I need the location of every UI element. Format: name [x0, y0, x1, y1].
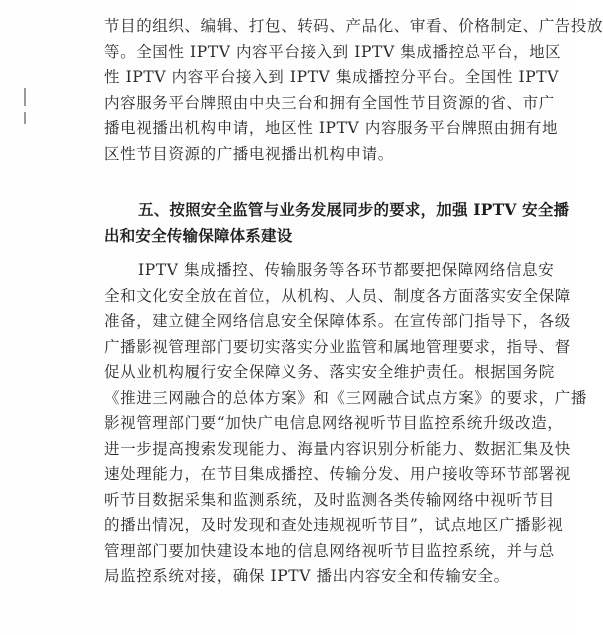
text-line: 播电视播出机构申请，地区性 IPTV 内容服务平台牌照由拥有地 [104, 119, 559, 137]
text-line: 性 IPTV 内容平台接入到 IPTV 集成播控分平台。全国性 IPTV [104, 68, 559, 86]
text-line: 影视管理部门要“加快广电信息网络视听节目监控系统升级改造， [104, 414, 564, 432]
text-line: 的播出情况，及时发现和查处违规视听节目”，试点地区广播影视 [104, 516, 564, 534]
paragraph-security [104, 258, 588, 590]
text-line: IPTV 集成播控、传输服务等各环节都要把保障网络信息安 [138, 261, 555, 279]
text-line: 局监控系统对接，确保 IPTV 播出内容安全和传输安全。 [104, 567, 510, 585]
heading-line: 五、按照安全监管与业务发展同步的要求，加强 IPTV 安全播 [138, 200, 570, 219]
text-line: 节目的组织、编辑、打包、转码、产品化、审看、价格制定、广告投放 [104, 17, 603, 35]
text-line: 等。全国性 IPTV 内容平台接入到 IPTV 集成播控总平台，地区 [104, 42, 562, 61]
text-line: 区性节目资源的广播电视播出机构申请。 [104, 144, 394, 163]
text-line: 《推进三网融合的总体方案》和《三网融合试点方案》的要求，广播 [104, 388, 588, 407]
paragraph-platform-licensing [104, 14, 603, 167]
text-line: 速处理能力，在节目集成播控、传输分发、用户接收等环节部署视 [104, 465, 571, 483]
text-line: 准备，建立健全网络信息安全保障体系。在宣传部门指导下，各级 [104, 312, 571, 330]
text-line: 广播影视管理部门要切实落实分业监管和属地管理要求，指导、督 [104, 337, 571, 356]
text-line: 管理部门要加快建设本地的信息网络视听节目监控系统，并与总 [104, 541, 555, 560]
text-line: 促从业机构履行安全保障义务、落实安全维护责任。根据国务院 [104, 363, 555, 381]
text-line: 听节目数据采集和监测系统，及时监测各类传输网络中视听节目 [104, 490, 555, 509]
margin-mark [24, 88, 26, 106]
heading-line: 出和安全传输保障体系建设 [104, 225, 293, 245]
text-line: 内容服务平台牌照由中央三台和拥有全国性节目资源的省、市广 [104, 93, 555, 112]
section-heading [104, 197, 570, 248]
text-line: 全和文化安全放在首位，从机构、人员、制度各方面落实安全保障 [104, 286, 571, 305]
text-line: 进一步提高搜索发现能力、海量内容识别分析能力、数据汇集及快 [104, 439, 571, 458]
margin-mark [24, 112, 26, 124]
